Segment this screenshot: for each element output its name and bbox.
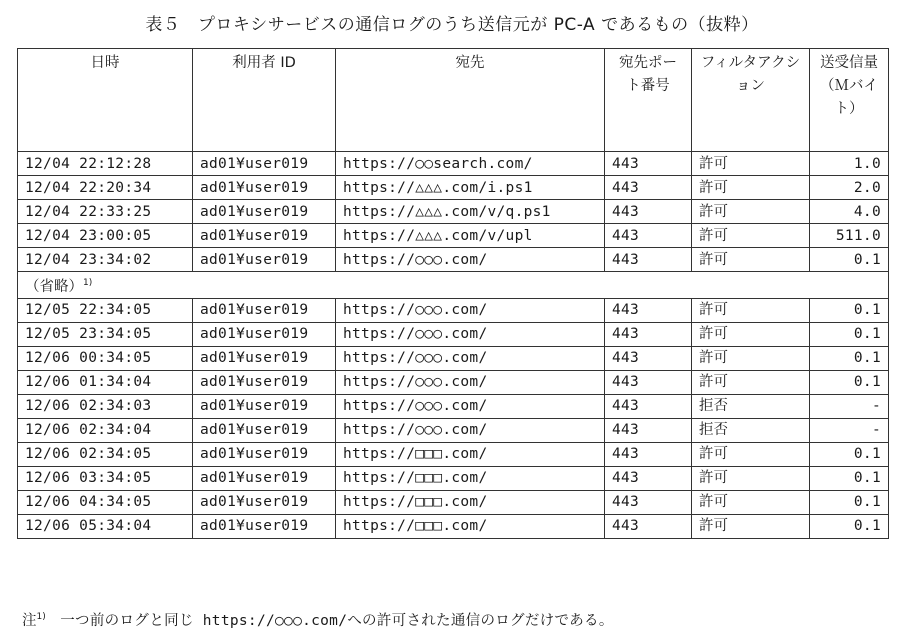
cell-transfer-volume: 0.1 xyxy=(810,298,889,322)
cell-dest-port: 443 xyxy=(605,418,692,442)
rows-before-group xyxy=(18,152,889,272)
proxy-log-table xyxy=(17,48,889,539)
cell-user-id: ad01¥user019 xyxy=(193,466,336,490)
cell-datetime: 12/04 23:00:05 xyxy=(18,224,193,248)
cell-transfer-volume: 0.1 xyxy=(810,490,889,514)
cell-destination: https://○○○.com/ xyxy=(336,298,605,322)
omitted-group xyxy=(18,272,889,299)
table-row xyxy=(18,466,889,490)
cell-filter-action: 許可 xyxy=(692,490,810,514)
cell-filter-action: 許可 xyxy=(692,248,810,272)
cell-filter-action: 許可 xyxy=(692,152,810,176)
cell-transfer-volume: 511.0 xyxy=(810,224,889,248)
cell-destination: https://□□□.com/ xyxy=(336,442,605,466)
cell-datetime: 12/06 00:34:05 xyxy=(18,346,193,370)
cell-destination: https://△△△.com/v/upl xyxy=(336,224,605,248)
cell-dest-port: 443 xyxy=(605,224,692,248)
cell-user-id: ad01¥user019 xyxy=(193,200,336,224)
cell-dest-port: 443 xyxy=(605,176,692,200)
cell-destination: https://△△△.com/v/q.ps1 xyxy=(336,200,605,224)
cell-datetime: 12/06 02:34:04 xyxy=(18,418,193,442)
cell-destination: https://□□□.com/ xyxy=(336,514,605,538)
cell-transfer-volume: 1.0 xyxy=(810,152,889,176)
omitted-note-mark: 1) xyxy=(83,278,93,288)
cell-destination: https://○○○.com/ xyxy=(336,370,605,394)
cell-dest-port: 443 xyxy=(605,466,692,490)
cell-filter-action: 許可 xyxy=(692,346,810,370)
cell-destination: https://△△△.com/i.ps1 xyxy=(336,176,605,200)
cell-user-id: ad01¥user019 xyxy=(193,370,336,394)
cell-user-id: ad01¥user019 xyxy=(193,322,336,346)
table-row xyxy=(18,322,889,346)
table-row xyxy=(18,490,889,514)
cell-filter-action: 許可 xyxy=(692,298,810,322)
table-row xyxy=(18,370,889,394)
cell-transfer-volume: 0.1 xyxy=(810,514,889,538)
cell-destination: https://○○○.com/ xyxy=(336,394,605,418)
table-row xyxy=(18,346,889,370)
header-destination: 宛先 xyxy=(336,49,605,152)
cell-datetime: 12/06 05:34:04 xyxy=(18,514,193,538)
cell-datetime: 12/04 22:12:28 xyxy=(18,152,193,176)
cell-destination: https://○○○.com/ xyxy=(336,248,605,272)
cell-destination: https://□□□.com/ xyxy=(336,466,605,490)
cell-transfer-volume: 0.1 xyxy=(810,248,889,272)
header-filter-action: フィルタアクション xyxy=(692,49,810,152)
cell-datetime: 12/04 22:20:34 xyxy=(18,176,193,200)
cell-destination: https://○○○.com/ xyxy=(336,322,605,346)
omitted-label: （省略） xyxy=(25,278,83,295)
footnote xyxy=(22,609,614,630)
cell-dest-port: 443 xyxy=(605,248,692,272)
table-row xyxy=(18,248,889,272)
omitted-row xyxy=(18,272,889,299)
cell-user-id: ad01¥user019 xyxy=(193,442,336,466)
footnote-mark: 注 xyxy=(22,613,37,629)
cell-transfer-volume: 0.1 xyxy=(810,322,889,346)
header-dest-port: 宛先ポート番号 xyxy=(605,49,692,152)
cell-transfer-volume: 0.1 xyxy=(810,442,889,466)
cell-destination: https://□□□.com/ xyxy=(336,490,605,514)
cell-dest-port: 443 xyxy=(605,394,692,418)
cell-dest-port: 443 xyxy=(605,346,692,370)
cell-datetime: 12/04 22:33:25 xyxy=(18,200,193,224)
cell-dest-port: 443 xyxy=(605,514,692,538)
cell-user-id: ad01¥user019 xyxy=(193,490,336,514)
table-caption: 表５ プロキシサービスの通信ログのうち送信元が PC-A であるもの（抜粋） xyxy=(145,15,759,35)
cell-dest-port: 443 xyxy=(605,200,692,224)
cell-user-id: ad01¥user019 xyxy=(193,346,336,370)
table-row xyxy=(18,200,889,224)
table-row xyxy=(18,176,889,200)
cell-dest-port: 443 xyxy=(605,490,692,514)
cell-filter-action: 許可 xyxy=(692,370,810,394)
header-transfer-volume: 送受信量（Ｍバイト） xyxy=(810,49,889,152)
cell-datetime: 12/04 23:34:02 xyxy=(18,248,193,272)
cell-dest-port: 443 xyxy=(605,322,692,346)
cell-user-id: ad01¥user019 xyxy=(193,224,336,248)
cell-user-id: ad01¥user019 xyxy=(193,394,336,418)
cell-destination: https://○○○.com/ xyxy=(336,346,605,370)
cell-transfer-volume: 0.1 xyxy=(810,466,889,490)
cell-datetime: 12/06 03:34:05 xyxy=(18,466,193,490)
cell-destination: https://○○○.com/ xyxy=(336,418,605,442)
cell-transfer-volume: - xyxy=(810,418,889,442)
cell-datetime: 12/06 02:34:05 xyxy=(18,442,193,466)
cell-datetime: 12/05 23:34:05 xyxy=(18,322,193,346)
cell-filter-action: 許可 xyxy=(692,176,810,200)
header-datetime: 日時 xyxy=(18,49,193,152)
cell-filter-action: 許可 xyxy=(692,200,810,224)
table-row xyxy=(18,514,889,538)
cell-datetime: 12/06 01:34:04 xyxy=(18,370,193,394)
cell-filter-action: 許可 xyxy=(692,322,810,346)
omitted-cell xyxy=(18,272,889,299)
cell-transfer-volume: 0.1 xyxy=(810,346,889,370)
header-row xyxy=(18,49,889,152)
cell-filter-action: 許可 xyxy=(692,442,810,466)
cell-dest-port: 443 xyxy=(605,298,692,322)
table-row xyxy=(18,152,889,176)
footnote-number: 1) xyxy=(36,612,46,623)
cell-transfer-volume: 2.0 xyxy=(810,176,889,200)
cell-dest-port: 443 xyxy=(605,152,692,176)
table-row xyxy=(18,442,889,466)
cell-filter-action: 拒否 xyxy=(692,418,810,442)
cell-filter-action: 許可 xyxy=(692,466,810,490)
cell-user-id: ad01¥user019 xyxy=(193,418,336,442)
rows-after-group xyxy=(18,298,889,538)
cell-transfer-volume: 0.1 xyxy=(810,370,889,394)
table-row xyxy=(18,418,889,442)
cell-destination: https://○○search.com/ xyxy=(336,152,605,176)
cell-transfer-volume: 4.0 xyxy=(810,200,889,224)
cell-datetime: 12/06 02:34:03 xyxy=(18,394,193,418)
header-user-id: 利用者 ID xyxy=(193,49,336,152)
table-row xyxy=(18,298,889,322)
footnote-text: 一つ前のログと同じ https://○○○.com/への許可された通信のログだけである。 xyxy=(60,613,614,629)
cell-datetime: 12/05 22:34:05 xyxy=(18,298,193,322)
cell-filter-action: 拒否 xyxy=(692,394,810,418)
cell-filter-action: 許可 xyxy=(692,224,810,248)
cell-dest-port: 443 xyxy=(605,442,692,466)
cell-user-id: ad01¥user019 xyxy=(193,298,336,322)
table-row xyxy=(18,224,889,248)
table-row xyxy=(18,394,889,418)
cell-user-id: ad01¥user019 xyxy=(193,514,336,538)
cell-filter-action: 許可 xyxy=(692,514,810,538)
cell-dest-port: 443 xyxy=(605,370,692,394)
cell-user-id: ad01¥user019 xyxy=(193,152,336,176)
cell-user-id: ad01¥user019 xyxy=(193,176,336,200)
cell-transfer-volume: - xyxy=(810,394,889,418)
cell-user-id: ad01¥user019 xyxy=(193,248,336,272)
cell-datetime: 12/06 04:34:05 xyxy=(18,490,193,514)
